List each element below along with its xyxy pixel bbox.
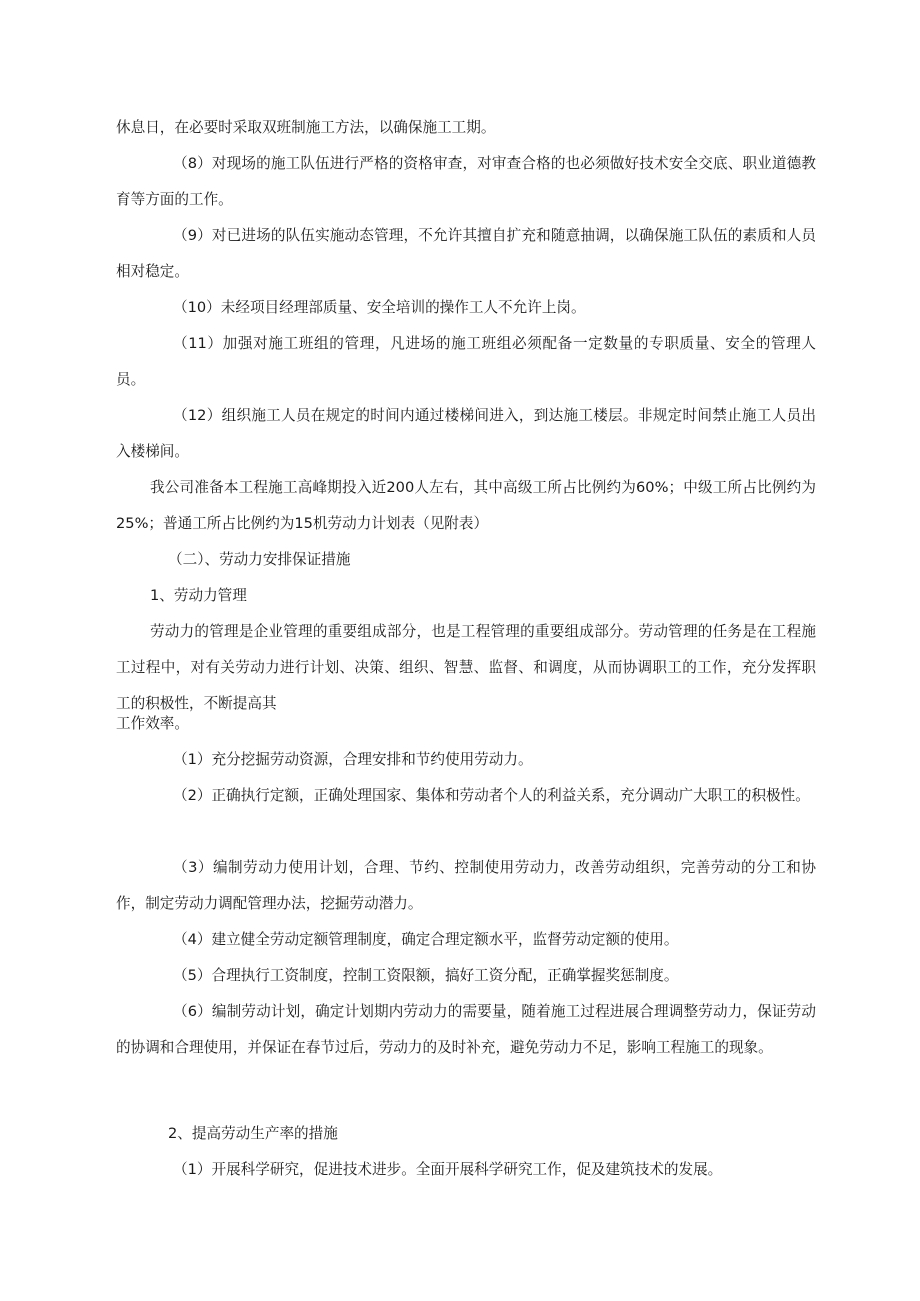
paragraph-measure-5: （5）合理执行工资制度，控制工资限额，搞好工资分配，正确掌握奖惩制度。 xyxy=(173,967,679,984)
paragraph-measure-3: （3）编制劳动力使用计划，合理、节约、控制使用劳动力，改善劳动组织，完善劳动的分工和协作，制定劳动力调配管理办法，挖掘劳动潜力。 xyxy=(116,859,816,912)
paragraph-labor-management-tail: 工作效率。 xyxy=(116,715,189,732)
paragraph-measure-1: （1）充分挖掘劳动资源，合理安排和节约使用劳动力。 xyxy=(173,751,533,768)
paragraph-item-11: （11）加强对施工班组的管理，凡进场的施工班组必须配备一定数量的专职质量、安全的管理人员。 xyxy=(116,335,816,388)
paragraph-labor-management: 劳动力的管理是企业管理的重要组成部分，也是工程管理的重要组成部分。劳动管理的任务是在工程施工过程中，对有关劳动力进行计划、决策、组织、智慧、监督、和调度，从而协调职工的工作，充分发挥职工的积极性，不断提高其 xyxy=(116,623,816,712)
subheading-productivity: 2、提高劳动生产率的措施 xyxy=(168,1125,338,1142)
subheading-labor-management: 1、劳动力管理 xyxy=(150,587,247,604)
paragraph-measure-2: （2）正确执行定额，正确处理国家、集体和劳动者个人的利益关系，充分调动广大职工的积极性。 xyxy=(173,787,810,804)
paragraph-item-9: （9）对已进场的队伍实施动态管理，不允许其擅自扩充和随意抽调，以确保施工队伍的素质和人员相对稳定。 xyxy=(116,227,816,280)
paragraph-item-10: （10）未经项目经理部质量、安全培训的操作工人不允许上岗。 xyxy=(173,299,586,316)
paragraph-item-8: （8）对现场的施工队伍进行严格的资格审查，对审查合格的也必须做好技术安全交底、职业道德教育等方面的工作。 xyxy=(116,155,816,208)
paragraph-labor-ratio: 我公司准备本工程施工高峰期投入近200人左右，其中高级工所占比例约为60%；中级工所占比例约为25%；普通工所占比例约为15机劳动力计划表（见附表） xyxy=(116,479,816,532)
section-heading-labor-guarantee: （二）、劳动力安排保证措施 xyxy=(168,551,351,568)
paragraph-item-12: （12）组织施工人员在规定的时间内通过楼梯间进入，到达施工楼层。非规定时间禁止施工人员出入楼梯间。 xyxy=(116,407,816,460)
paragraph-measure-6: （6）编制劳动计划，确定计划期内劳动力的需要量，随着施工过程进展合理调整劳动力，保证劳动的协调和合理使用，并保证在春节过后，劳动力的及时补充，避免劳动力不足，影响工程施工的现象。 xyxy=(116,1003,816,1056)
paragraph-productivity-1: （1）开展科学研究，促进技术进步。全面开展科学研究工作，促及建筑技术的发展。 xyxy=(173,1161,723,1178)
paragraph-rest-day: 休息日，在必要时采取双班制施工方法，以确保施工工期。 xyxy=(116,119,496,136)
paragraph-measure-4: （4）建立健全劳动定额管理制度，确定合理定额水平，监督劳动定额的使用。 xyxy=(173,931,679,948)
